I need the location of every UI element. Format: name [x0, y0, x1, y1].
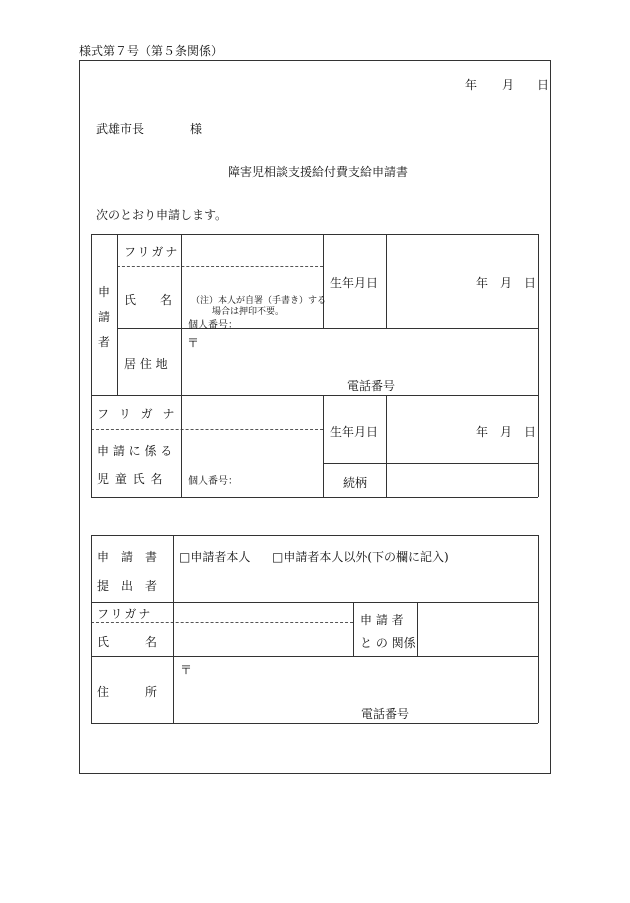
checkbox-applicant-self[interactable]: □申請者本人 — [179, 550, 251, 564]
relation-to-applicant-label-line1: 申 請 者 — [360, 613, 404, 627]
addressee-honorific: 様 — [190, 122, 203, 136]
submitter-address-field[interactable] — [192, 660, 532, 700]
submitter-phone-label: 電話番号 — [361, 707, 410, 721]
submitter-label-line1: 申 請 書 — [97, 550, 158, 564]
relation-field[interactable] — [388, 465, 536, 495]
child-furigana-label: フ リ ガ ナ — [97, 407, 178, 421]
applicant-section-char: 請 — [97, 310, 110, 324]
applicant-name-label: 氏 名 — [124, 293, 173, 307]
date-year[interactable]: 年 — [465, 78, 478, 92]
applicant-section-char: 申 — [97, 285, 110, 299]
child-name-label-line1: 申 請 に 係 る — [97, 444, 173, 458]
checkbox-other-than-applicant[interactable]: □申請者本人以外(下の欄に記入) — [272, 550, 449, 564]
date-month[interactable]: 月 — [502, 78, 515, 92]
child-personal-number-label: 個人番号： — [188, 476, 238, 487]
child-name-label-line2: 児 童 氏 名 — [97, 472, 164, 486]
date-day[interactable]: 日 — [537, 78, 550, 92]
applicant-address-label: 居 住 地 — [124, 357, 168, 371]
signature-note-line2: 場合は押印不要。 — [212, 307, 285, 317]
submitter-furigana-field[interactable] — [175, 604, 351, 621]
submitter-furigana-label: フリガナ — [97, 607, 153, 621]
applicant-name-field[interactable] — [183, 268, 321, 290]
child-furigana-field[interactable] — [183, 397, 321, 427]
submitter-name-field[interactable] — [175, 624, 351, 654]
relation-label: 続柄 — [343, 476, 368, 490]
addressee-name: 武雄市長 — [96, 122, 145, 136]
applicant-birthdate-value[interactable]: 年 月 日 — [476, 276, 537, 290]
applicant-address-field[interactable] — [200, 332, 530, 372]
child-name-field[interactable] — [183, 431, 321, 467]
intro-text: 次のとおり申請します。 — [96, 208, 228, 222]
applicant-section-char: 者 — [97, 335, 110, 349]
applicant-furigana-field[interactable] — [183, 236, 321, 264]
relation-to-applicant-label-line2: と の 関係 — [360, 636, 416, 650]
postal-mark: 〒 — [187, 336, 200, 350]
applicant-personal-number-label: 個人番号： — [188, 320, 238, 331]
form-number: 様式第７号（第５条関係） — [79, 44, 224, 58]
submitter-address-label: 住 所 — [97, 685, 158, 699]
applicant-birthdate-label: 生年月日 — [330, 276, 379, 290]
submitter-label-line2: 提 出 者 — [97, 579, 158, 593]
relation-to-applicant-field[interactable] — [419, 604, 536, 654]
applicant-phone-label: 電話番号 — [347, 379, 396, 393]
page-title: 障害児相談支援給付費支給申請書 — [228, 165, 409, 179]
signature-note-line1: （注）本人が自署（手書き）する — [191, 296, 327, 306]
submitter-postal-mark: 〒 — [180, 663, 193, 677]
submitter-name-label: 氏 名 — [97, 635, 158, 649]
child-birthdate-value[interactable]: 年 月 日 — [476, 425, 537, 439]
applicant-furigana-label: フリガナ — [124, 245, 180, 259]
child-birthdate-label: 生年月日 — [330, 425, 379, 439]
